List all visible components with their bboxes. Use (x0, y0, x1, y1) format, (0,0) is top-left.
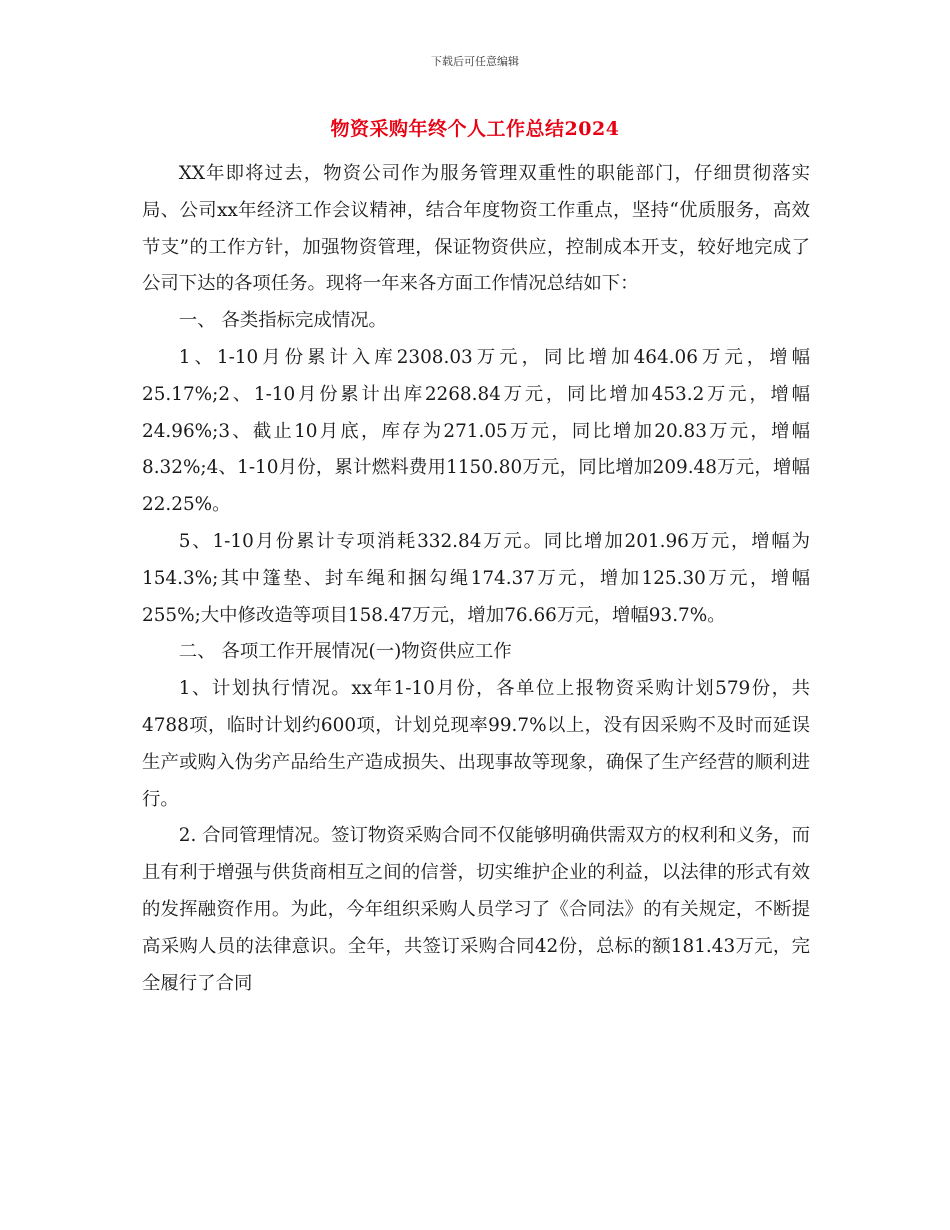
paragraph-contract-management: 2. 合同管理情况。签订物资采购合同不仅能够明确供需双方的权利和义务，而且有利于增强与供货商相互之间的信誉，切实维护企业的利益，以法律的形式有效的发挥融资作用。为此，今年组织采购人员学习了《合同法》的有关规定，不断提高采购人员的法律意识。全年，共签订采购合同42份，总标的额181.43万元，完全履行了合同 (142, 825, 810, 994)
paragraph-plan-execution: 1、计划执行情况。xx年1-10月份，各单位上报物资采购计划579份，共4788项，临时计划约600项，计划兑现率99.7%以上，没有因采购不及时而延误生产或购入伪劣产品给生产造成损失、出现事故等现象，确保了生产经营的顺利进行。 (142, 678, 810, 810)
document-body (142, 156, 810, 1002)
header-note: 下载后可任意编辑 (431, 55, 519, 68)
section-heading-2: 二、 各项工作开展情况(一)物资供应工作 (178, 641, 512, 663)
paragraph-intro: XX年即将过去，物资公司作为服务管理双重性的职能部门，仔细贯彻落实局、公司xx年经济工作会议精神，结合年度物资工作重点，坚持“优质服务，高效节支”的工作方针，加强物资管理，保证物资供应，控制成本开支，较好地完成了公司下达的各项任务。现将一年来各方面工作情况总结如下： (142, 163, 810, 295)
section-heading-1: 一、 各类指标完成情况。 (178, 310, 387, 332)
document-title: 物资采购年终个人工作总结2024 (330, 118, 620, 140)
paragraph-indicators-1: 1、1-10月份累计入库2308.03万元，同比增加464.06万元，增幅25.17%;2、1-10月份累计出库2268.84万元，同比增加453.2万元，增幅24.96%;3、截止10月底，库存为271.05万元，同比增加20.83万元，增幅8.32%;4、1-10月份，累计燃料费用1150.80万元，同比增加209.48万元，增幅22.25%。 (142, 346, 810, 516)
paragraph-indicators-2: 5、1-10月份累计专项消耗332.84万元。同比增加201.96万元，增幅为154.3%;其中篷垫、封车绳和捆勾绳174.37万元，增加125.30万元，增幅255%;大中修改造等项目158.47万元，增加76.66万元，增幅93.7%。 (142, 530, 810, 626)
